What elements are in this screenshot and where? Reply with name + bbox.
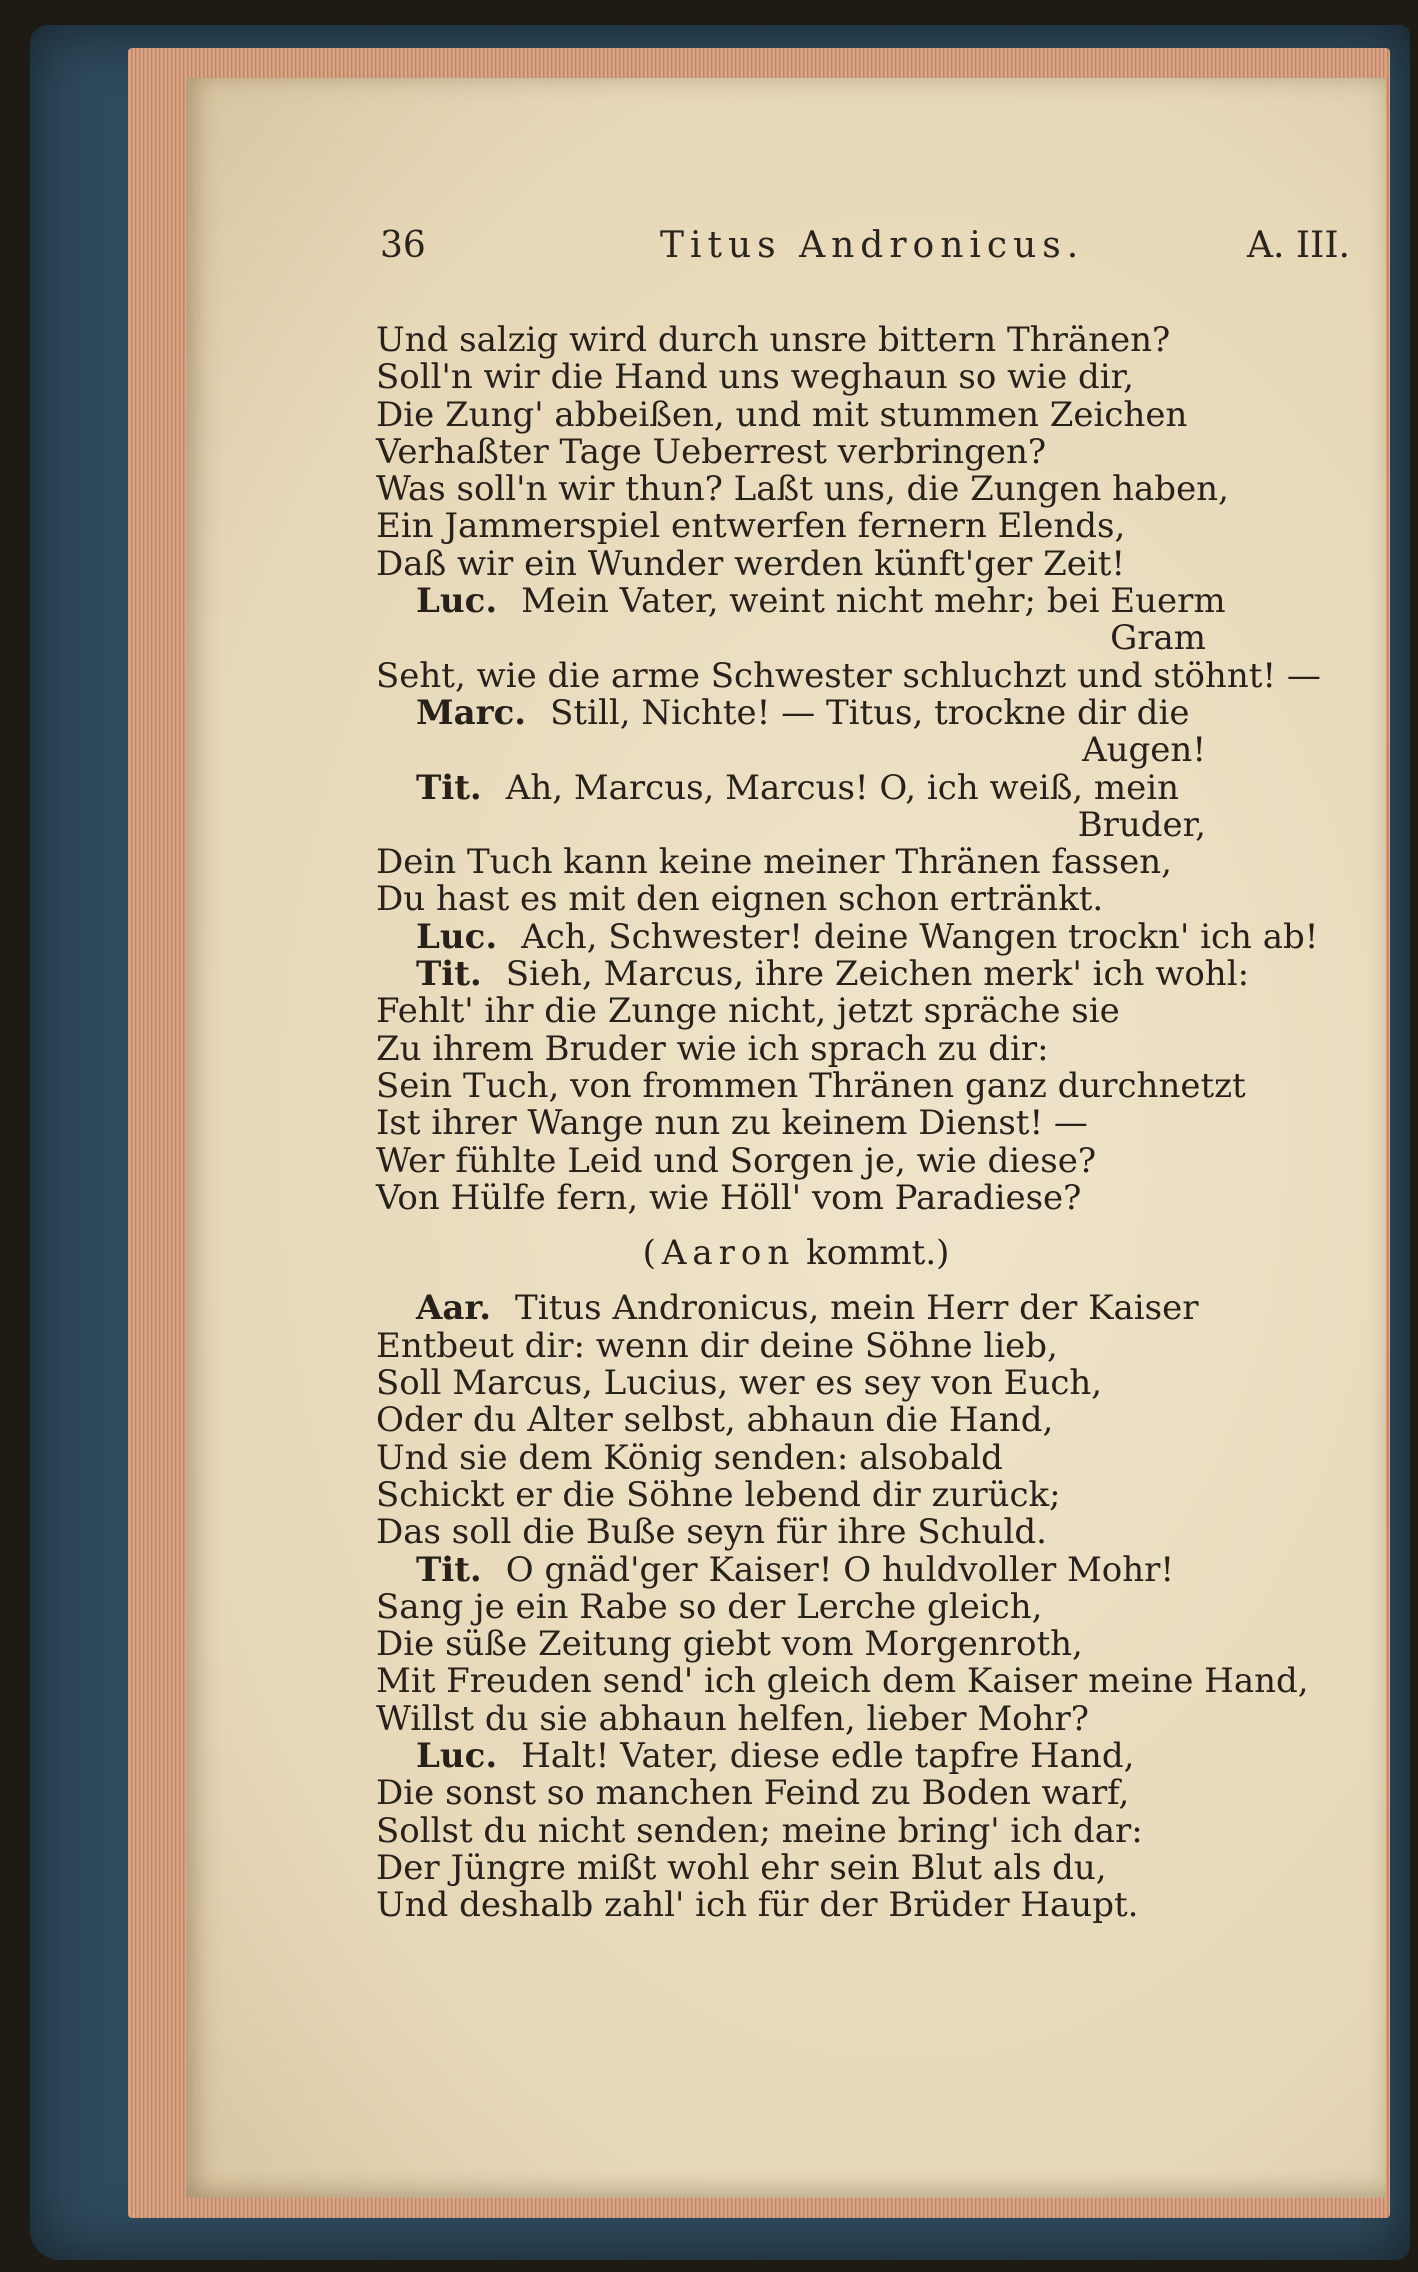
verse-line: Entbeut dir: wenn dir deine Söhne lieb, (376, 1325, 1058, 1366)
speech-text: Mein Vater, weint nicht mehr; bei Euerm (521, 581, 1226, 622)
speech-text: Ach, Schwester! deine Wangen trockn' ich ab! (521, 916, 1319, 957)
speech-line (376, 692, 1346, 733)
verse-line: Ein Jammerspiel entwerfen fernern Elends, (376, 506, 1126, 547)
stage-direction (376, 1235, 1346, 1272)
verse-line: Daß wir ein Wunder werden künft'ger Zeit! (376, 543, 1126, 584)
verse-line: Soll'n wir die Hand uns weghaun so wie dir, (376, 357, 1134, 398)
page-number: 36 (380, 225, 426, 266)
verse-text (376, 322, 1346, 1924)
speaker-name: Tit. (416, 954, 482, 995)
speech-text: Ah, Marcus, Marcus! O, ich weiß, mein (505, 767, 1180, 808)
running-header (380, 225, 1350, 275)
verse-continuation: Bruder, (1077, 804, 1206, 845)
verse-line: Und salzig wird durch unsre bittern Thränen? (376, 320, 1171, 360)
speech-text: Titus Andronicus, mein Herr der Kaiser (515, 1288, 1199, 1329)
verse-line: Die sonst so manchen Feind zu Boden warf, (376, 1773, 1130, 1814)
speaker-name: Tit. (416, 1549, 482, 1590)
verse-continuation: Augen! (1082, 730, 1206, 771)
stage-direction-name: (Aaron (642, 1233, 796, 1274)
verse-line: Fehlt' ihr die Zunge nicht, jetzt spräche sie (376, 991, 1120, 1032)
verse-line: Soll Marcus, Lucius, wer es sey von Euch, (376, 1363, 1103, 1404)
speech-text: Sieh, Marcus, ihre Zeichen merk' ich wohl: (505, 954, 1250, 995)
stage-direction-text: kommt.) (806, 1233, 950, 1274)
verse-line: Du hast es mit den eignen schon ertränkt. (376, 879, 1104, 920)
verse-line: Was soll'n wir thun? Laßt uns, die Zungen haben, (376, 469, 1229, 510)
speech-text: O gnäd'ger Kaiser! O huldvoller Mohr! (505, 1549, 1175, 1590)
speaker-name: Tit. (416, 767, 482, 808)
verse-line: Das soll die Buße seyn für ihre Schuld. (376, 1512, 1047, 1553)
verse-line: Und deshalb zahl' ich für der Brüder Haupt. (376, 1885, 1139, 1926)
verse-continuation: Gram (1110, 618, 1206, 659)
speaker-name: Luc. (416, 581, 498, 622)
speech-line (376, 916, 1346, 957)
act-number: A. III. (1247, 225, 1350, 266)
speaker-name: Luc. (416, 1735, 498, 1776)
verse-line: Sang je ein Rabe so der Lerche gleich, (376, 1586, 1043, 1627)
speech-line (376, 767, 1346, 808)
verse-line: Die Zung' abbeißen, und mit stummen Zeichen (376, 394, 1188, 435)
running-title: Titus Andronicus. (660, 225, 1085, 266)
verse-line: Willst du sie abhaun helfen, lieber Mohr? (376, 1698, 1090, 1739)
verse-line: Und sie dem König senden: alsobald (376, 1437, 1003, 1478)
speech-text: Halt! Vater, diese edle tapfre Hand, (521, 1735, 1135, 1776)
verse-line: Schickt er die Söhne lebend dir zurück; (376, 1474, 1061, 1515)
speech-line (376, 583, 1346, 620)
verse-line: Seht, wie die arme Schwester schluchzt und stöhnt! — (376, 655, 1321, 696)
speech-line (376, 1290, 1346, 1327)
verse-line: Von Hülfe fern, wie Höll' vom Paradiese? (376, 1177, 1082, 1218)
verse-line: Verhaßter Tage Ueberrest verbringen? (376, 431, 1047, 472)
speech-line (376, 1735, 1346, 1776)
speech-text: Still, Nichte! — Titus, trockne dir die (550, 692, 1190, 733)
verse-line: Der Jüngre mißt wohl ehr sein Blut als du, (376, 1847, 1107, 1888)
speaker-name: Luc. (416, 916, 498, 957)
verse-line: Sein Tuch, von frommen Thränen ganz durchnetzt (376, 1065, 1246, 1106)
speaker-name: Marc. (416, 692, 527, 733)
verse-line: Sollst du nicht senden; meine bring' ich dar: (376, 1810, 1143, 1851)
speaker-name: Aar. (416, 1288, 492, 1329)
speech-line (376, 1549, 1346, 1590)
verse-line: Oder du Alter selbst, abhaun die Hand, (376, 1400, 1054, 1441)
verse-line: Die süße Zeitung giebt vom Morgenroth, (376, 1624, 1083, 1665)
verse-line: Wer fühlte Leid und Sorgen je, wie diese? (376, 1140, 1097, 1181)
verse-line: Ist ihrer Wange nun zu keinem Dienst! — (376, 1103, 1088, 1144)
verse-line: Zu ihrem Bruder wie ich sprach zu dir: (376, 1028, 1049, 1069)
verse-line: Dein Tuch kann keine meiner Thränen fassen, (376, 842, 1172, 883)
speech-line (376, 956, 1346, 993)
verse-line: Mit Freuden send' ich gleich dem Kaiser meine Hand, (376, 1661, 1309, 1702)
